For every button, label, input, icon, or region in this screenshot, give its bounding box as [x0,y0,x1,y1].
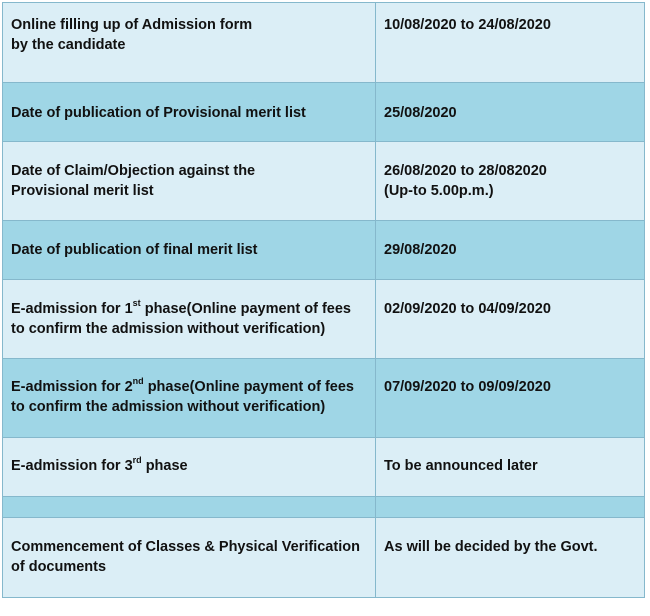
event-text: E-admission for 1 [11,301,133,317]
event-text: Online filling up of Admission form [11,17,253,33]
table-row [3,142,645,221]
date-text: To be announced later [384,458,538,474]
event-cell [3,142,376,221]
event-text: of documents [11,559,107,575]
date-cell [376,518,645,598]
event-text: Date of publication of Provisional merit list [11,105,306,121]
table-row [3,438,645,497]
date-text: As will be decided by the Govt. [384,539,598,555]
empty-cell [3,497,376,518]
admission-schedule-table [2,2,645,598]
date-text: (Up-to 5.00p.m.) [384,183,494,199]
date-cell [376,83,645,142]
date-text: 29/08/2020 [384,242,457,258]
event-text: Provisional merit list [11,183,154,199]
event-cell [3,83,376,142]
ordinal-suffix: st [132,298,141,309]
event-cell [3,359,376,438]
event-text: Date of publication of final merit list [11,242,258,258]
event-text: by the candidate [11,37,126,53]
table-row [3,518,645,598]
event-text: phase(Online payment of fees [140,301,351,317]
table-row [3,280,645,359]
table-row-empty [3,497,645,518]
date-cell [376,221,645,280]
date-text: 02/09/2020 to 04/09/2020 [384,301,551,317]
date-cell [376,3,645,83]
date-cell [376,438,645,497]
event-cell [3,518,376,598]
event-cell [3,3,376,83]
ordinal-suffix: nd [132,376,144,387]
table-row [3,221,645,280]
date-text: 25/08/2020 [384,105,457,121]
date-cell [376,142,645,221]
date-cell [376,359,645,438]
event-text: to confirm the admission without verification) [11,399,326,415]
event-text: Date of Claim/Objection against the [11,163,256,179]
ordinal-suffix: rd [132,455,142,466]
date-cell [376,280,645,359]
event-text: to confirm the admission without verification) [11,321,326,337]
event-text: Commencement of Classes & Physical Verification [11,539,360,555]
table-row [3,3,645,83]
table-row [3,83,645,142]
event-cell [3,280,376,359]
date-text: 10/08/2020 to 24/08/2020 [384,17,551,33]
table-row [3,359,645,438]
event-text: phase [141,458,188,474]
event-text: phase(Online payment of fees [143,379,354,395]
date-text: 26/08/2020 to 28/082020 [384,163,547,179]
event-cell [3,438,376,497]
date-text: 07/09/2020 to 09/09/2020 [384,379,551,395]
event-text: E-admission for 2 [11,379,133,395]
event-text: E-admission for 3 [11,458,133,474]
empty-cell [376,497,645,518]
event-cell [3,221,376,280]
